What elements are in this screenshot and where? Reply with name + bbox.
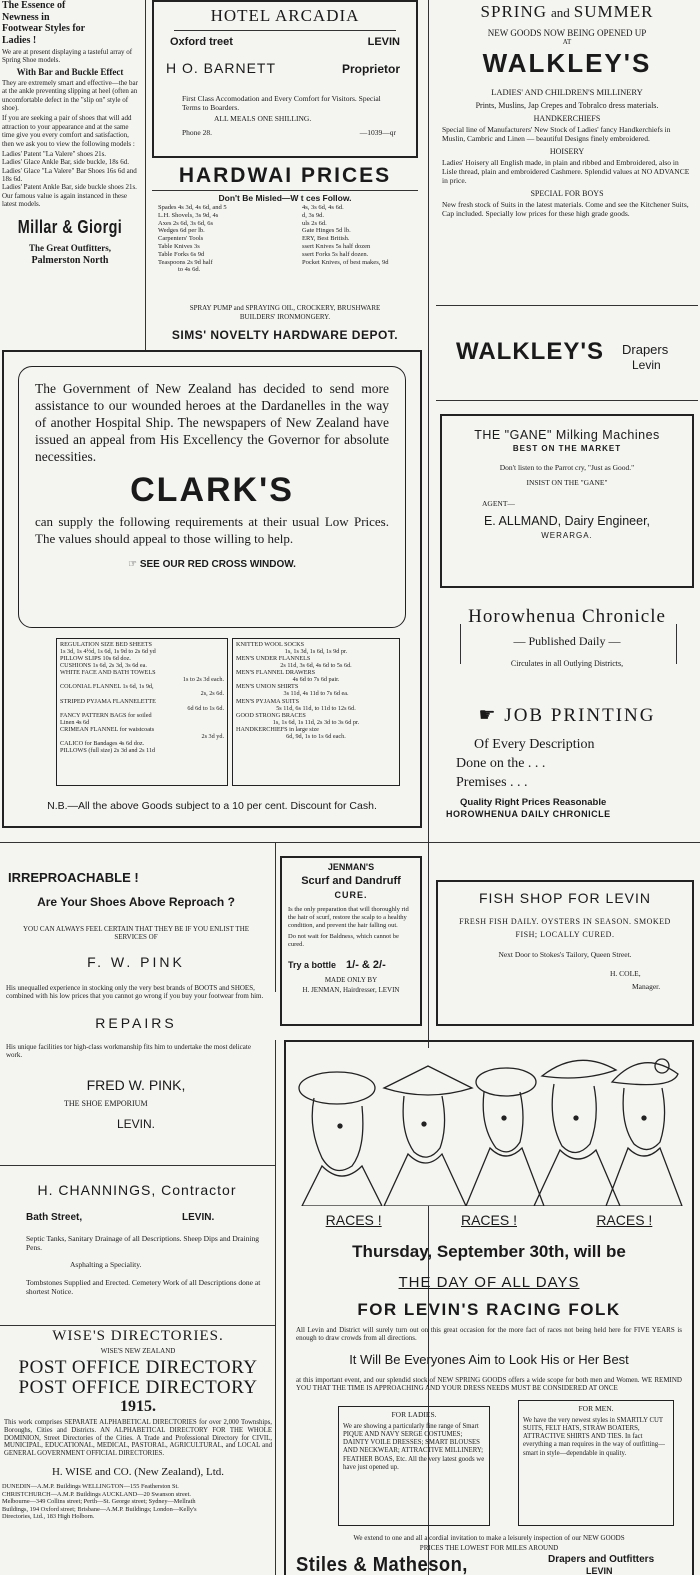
arcadia-street: Oxford treet [170,36,233,48]
clarks-item: 3s 11d, 4s 11d to 7s 6d ea. [283,690,349,698]
job-paper: HOROWHENUA DAILY CHRONICLE [446,809,611,819]
walkley-boys: New fresh stock of Suits in the latest materials. Come and see the Kitchener Suits, Cap included. Specially low prices for these high grade goods. [442,200,689,218]
clarks-appeal-frame [18,366,406,628]
gane-insist: INSIST ON THE "GANE" [526,478,608,487]
races-label: RACES ! [596,1212,653,1228]
fish-body: FRESH FISH DAILY. OYSTERS IN SEASON. SMOKED FISH; LOCALLY CURED. [459,917,671,939]
clarks-item: WHITE FACE AND BATH TOWELS [60,669,156,677]
divider [460,624,461,664]
job-qual: Quality Right Prices Reasonable [460,797,607,808]
millar-item: Ladies' Patent "La Valere" shoes 21s. [2,149,107,158]
wise-addr: CHRISTCHURCH—A.M.P. Buildings AUCKLAND—20 Swanson street. [2,1490,191,1498]
races-ladies: We are showing a particularly fine range of Smart PIQUE AND NAVY SERGE COSTUMES; DAINTY VOILE DRESSES; SMART BLOUSES AND NECKWEAR; ATTRACTIVE MILLINERY; FEATHER BOAS, Etc. All the very latest goods we have just opened up. [343,1423,485,1471]
arcadia-title: HOTEL ARCADIA [210,6,360,25]
millar-tag2: Palmerston North [31,254,109,266]
hardware-item: Table Forks 6s 9d [158,250,205,258]
job-line2: Done on the . . . [456,756,546,771]
arcadia-role: Proprietor [341,62,400,76]
hardware-item: 4s, 3s 6d, 4s 6d. [302,204,344,211]
races-men-h: FOR MEN. [578,1404,614,1413]
gane-name: E. ALLMAND, Dairy Engineer, [483,514,651,528]
walkley-name: WALKLEY'S [482,48,652,78]
races-label: RACES ! [460,1212,517,1228]
jenman-wait: Do not wait for Baldness, which cannot be cured. [288,933,399,949]
clarks-item: GOOD STRONG BRACES [236,711,306,719]
wise-firm: H. WISE and CO. (New Zealand), Ltd. [51,1466,225,1479]
clarks-ad [2,350,422,828]
clarks-item: HANDKERCHIEFS in large size [236,725,319,733]
walkley-drapers-ad [436,338,698,388]
races-folk: FOR LEVIN'S RACING FOLK [357,1300,621,1319]
jenman-title: Scurf and Dandruff [301,875,401,887]
races-men: We have the very newest styles in SMARTLY CUT SUITS, FELT HATS, STRAW BOATERS, ATTRACTIVE SHIRTS AND TIES. In fact everything a man requires in the way of outfitting—smart in style—dependable in quality. [523,1417,665,1457]
pink-q: Are Your Shoes Above Reproach ? [37,895,235,909]
chronicle-daily: — Published Daily — [513,634,621,648]
job-line1: Of Every Description [474,737,595,752]
wise-addr: Directories, Ltd., 183 High Holborn. [2,1513,95,1521]
jenman-head: JENMAN'S [327,862,375,872]
fish-shop-ad [436,880,694,1026]
hardware-item: Teaspoons 2s 9d half [158,258,213,266]
clarks-item: MEN'S FLANNEL DRAWERS [236,669,316,677]
walkley-mill: LADIES' AND CHILDREN'S MILLINERY [491,87,643,97]
fish-name: H. COLE, [610,968,641,978]
millar-item: Ladies' Patent Ankle Bar, side buckle shoes 21s. [2,183,137,192]
hardware-foot2: BUILDERS' IRONMONGERY. [239,313,331,321]
millar-title: The Essence of Newness in Footwear Styles for Ladies ! [2,0,85,46]
pink-emp: THE SHOE EMPORIUM [64,1099,148,1109]
hardware-left-list [158,204,288,274]
hardware-item: L.H. Shovels, 3s 9d, 4s [158,211,219,219]
hotel-arcadia-ad [152,0,418,158]
clarks-item: 1s 3d, 1s 4½d, 1s 6d, 1s 9d to 2s 6d yd [60,648,156,656]
gane-place: WERARGA. [541,531,593,540]
jenman-ad [280,856,422,1026]
clarks-item: 6d, 9d, 1s to 1s 6d each. [286,732,346,740]
pink-head: IRREPROACHABLE ! [8,870,139,885]
channings-title: H. CHANNINGS, Contractor [37,1182,237,1198]
pink-cert: YOU CAN ALWAYS FEEL CERTAIN THAT THEY BE IF YOU ENLIST THE SERVICES OF [22,925,250,942]
arcadia-meals: ALL MEALS ONE SHILLING. [214,114,312,123]
divider [0,1165,275,1166]
divider [0,1325,275,1326]
clarks-item: MEN'S UNDER FLANNELS [236,655,311,663]
clarks-item: 2s 11d, 3s 6d, 4s 6d to 5s 6d. [280,662,352,670]
hardware-right-list [302,204,418,266]
hardware-item: to 4s 6d. [178,266,201,274]
jenman-body: Is the only preparation that will thoroughly rid the hair of scurf, restore the scalp to a healthy condition, and prevent the hair falling out. [288,906,409,929]
millar-intro: We are at present displaying a tasteful array of Spring Shoe models. [2,48,133,65]
pointing-hand-icon: ☛ [478,705,505,726]
clarks-item: PILLOWS (full size) 2s 3d and 2s 11d [60,746,156,754]
clarks-item: CRIMEAN FLANNEL for waistcoats [60,725,155,733]
divider [174,30,396,31]
wise-year: 1915. [120,1398,156,1415]
wise-pod2: POST OFFICE DIRECTORY [18,1377,258,1398]
arcadia-town: LEVIN [367,36,400,48]
gane-parrot: Don't listen to the Parrot cry, "Just as Good." [499,463,635,472]
divider [676,624,677,664]
hardware-item: Axes 2s 6d, 3s 6d, 6s [158,219,214,227]
races-tag: Drapers and Outfitters [548,1554,655,1565]
hardware-title: HARDWAI PRICES [178,164,392,187]
walkley-at: AT [562,38,572,46]
divider [436,305,698,306]
fish-addr: Next Door to Stokes's Tailory, Queen Street. [498,949,632,959]
races-invite: We extend to one and all a cordial invitation to make a leisurely inspection of our NEW GOODS [353,1534,625,1542]
clarks-item: REGULATION SIZE BED SHEETS [60,641,152,648]
clarks-item: 4s 6d to 7s 6d pair. [292,676,340,684]
hardware-item: Table Knives 3s [158,242,200,250]
clarks-item: 1s to 2s 3d each. [182,676,224,684]
hardware-ad [152,164,418,350]
clarks-item: 2s, 2s 6d. [200,690,224,698]
walkley-head2: SUMMER [573,2,654,21]
races-row [286,1212,692,1228]
job-line3: Premises . . . [456,775,528,790]
races-firm: Stiles & Matheson, [296,1554,468,1575]
hardware-item: ssert Knives 5s half dozen [302,242,371,250]
hardware-item: d, 3s 9d. [302,211,325,219]
arcadia-ref: —1039—qr [359,128,396,137]
divider [0,842,700,843]
pink-repairs: REPAIRS [95,1014,177,1031]
races-aim: It Will Be Everyones Aim to Look His or Her Best [349,1352,629,1367]
arcadia-owner: H O. BARNETT [166,60,277,76]
clarks-item: PILLOW SLIPS 10s 6d doz. [60,655,131,663]
jenman-try: Try a bottle [288,959,337,970]
pink-town: LEVIN. [116,1116,155,1131]
clarks-para: The Government of New Zealand has decided to send more assistance to our wounded heroes at the Dardanelles in the way of another Hospital Ship. The newspapers of New Zealand have issued an appeal from His Excellency the Governor for absolute necessities. [35,381,389,464]
hardware-item: Pocket Knives, of best makes, 9d [302,258,389,266]
clarks-item: COLONIAL FLANNEL 1s 6d, 1s 9d, [60,683,154,691]
pink-ad [2,870,270,1150]
millar-p2: If you are seeking a pair of shoes that will add attraction to your appearance and at the same time give you every comfort and satisfaction, then we ask you to view the following models : [2,114,135,148]
column-rule [275,1040,276,1575]
clarks-name: CLARK'S [130,471,294,510]
walkley-prints: Prints, Muslins, Jap Crepes and Tobralco dress materials. [475,101,659,110]
races-date: Thursday, September 30th, will be [352,1242,626,1261]
walkley2-name: WALKLEY'S [456,338,605,365]
fish-title: FISH SHOP FOR LEVIN [479,890,651,906]
millar-giorgi-ad [2,0,138,350]
hardware-item: Carpenters' Tools [158,235,204,243]
channings-l2: Asphalting a Speciality. [70,1260,142,1269]
clarks-item: MEN'S PYJAMA SUITS [236,697,300,705]
clarks-item: Linen 4s 6d [60,718,90,726]
job-printing-ad [436,700,698,828]
hardware-item: Wedges 6d per lb. [158,227,205,235]
pointing-hand-icon: ☞ [128,558,140,570]
wise-title: WISE'S DIRECTORIES. [52,1328,224,1344]
clarks-item: MEN'S UNION SHIRTS [236,683,299,691]
jenman-made: MADE ONLY BY [324,975,378,984]
hardware-item: ERY, Best British. [302,235,350,243]
hardware-item: Spades 4s 3d, 4s 6d, and 5 [158,204,227,211]
clarks-nb: N.B.—All the above Goods subject to a 10 per cent. Discount for Cash. [47,800,377,812]
pink-fac: His unique facilities tor high-class workmanship fits him to undertake the most delicate work. [6,1042,251,1059]
clarks-item: CALICO for Bandages 4s 6d doz. [60,739,145,747]
channings-street: Bath Street, [26,1212,83,1223]
clarks-item: FANCY PATTERN BAGS for soiled [60,711,152,719]
races-ladies-box [338,1406,490,1526]
millar-item: Ladies' Glace Ankle Bar, side buckle, 18s 6d. [2,158,129,167]
divider [152,190,418,191]
clarks-item: CUSHIONS 1s 6d, 2s 3d, 3s 6d ea. [60,662,147,670]
fish-role: Manager. [632,981,661,991]
chronicle-ad [436,598,698,694]
job-title-text: JOB PRINTING [504,705,656,726]
jenman-maker: H. JENMAN, Hairdresser, LEVIN [302,985,400,994]
hardware-depot: SIMS' NOVELTY HARDWARE DEPOT. [171,328,399,342]
millar-p1: They are extremely smart and effective—the bar at the ankle preventing slipping at heel (often an uncomfortable defect in the "slip on" style of shoe). [2,78,138,112]
walkley-hos: Ladies' Hoisery all English made, in plain and ribbed and Embroidered, also in Lisle thread, plain and embroidered Cashmere. Splendid values at NO ADVANCE in price. [442,158,690,185]
races-day: THE DAY OF ALL DAYS [398,1274,580,1291]
arcadia-phone: Phone 28. [182,128,212,137]
column-rule [275,842,276,992]
races-p1: All Levin and District will surely turn out on this great occasion for the more fact of races not being held here for FIVE YEARS is enough to draw crowds from all directions. [296,1326,682,1343]
gane-ad [440,414,694,588]
walkley-h-hos: HOISERY [549,147,585,156]
clarks-item: KNITTED WOOL SOCKS [236,641,305,648]
stiles-matheson-ad [284,1040,694,1575]
gane-best: BEST ON THE MARKET [512,444,622,453]
jenman-cure: CURE. [334,890,368,900]
clarks-left-list [56,638,228,786]
hardware-item: ssert Forks 5s half dozen. [302,250,369,258]
millar-firm: Millar & Giorgi [17,216,123,237]
walkley2-levin: Levin [632,358,661,372]
clarks-window-label: SEE OUR RED CROSS WINDOW. [139,558,296,570]
walkley-spring-ad [436,0,698,300]
jenman-price: 1/- & 2/- [346,958,386,971]
races-prices: PRICES THE LOWEST FOR MILES AROUND [419,1544,559,1552]
clarks-right-list [232,638,400,786]
wise-pod1: POST OFFICE DIRECTORY [18,1357,258,1378]
wise-addr: DUNEDIN—A.M.P. Buildings WELLINGTON—155 Featherston St. [2,1483,179,1491]
wise-addr: Buildings, 194 Oxford street; Brisbane—A.M.P. Buildings; London—Kelly's [2,1505,197,1513]
pink-name: F. W. PINK [87,953,185,970]
walkley2-drapers: Drapers [622,342,669,357]
clarks-item: 6d 6d to 1s 6d. [187,704,224,712]
column-rule [145,0,146,350]
clarks-item: STRIPED PYJAMA FLANNELETTE [60,697,156,705]
channings-l3: Tombstones Supplied and Erected. Cemetery Work of all Descriptions done at shortest Notice. [26,1278,261,1296]
millar-item: Ladies' Glace "La Valere" Bar Shoes 16s 6d and 18s 6d. [2,166,137,184]
races-ladies-h: FOR LADIES. [391,1410,437,1419]
walkley-head1: SPRING [480,2,547,21]
races-men-box [518,1400,674,1526]
clarks-item: 1s, 1s 6d, 1s 11d, 2s 3d to 3s 6d pr. [272,718,360,726]
pink-full: FRED W. PINK, [86,1077,186,1094]
hardware-foot1: SPRAY PUMP and SPRAYING OIL, CROCKERY, BRUSHWARE [189,304,381,312]
gane-title: THE "GANE" Milking Machines [474,428,660,442]
walkley-h-boys: SPECIAL FOR BOYS [530,189,604,198]
divider [436,400,698,401]
clarks-item: 1s, 1s 3d, 1s 6d, 1s 9d pr. [284,648,348,656]
walkley-hand: Special line of Manufacturers' New Stock of Ladies' fancy Handkerchiefs in Muslin, Cambric and Linen — beautiful Designs finely embroidered. [442,125,671,143]
races-label: RACES ! [325,1212,382,1228]
wise-directories-ad [2,1328,274,1573]
ladies-hats-illustration [292,1048,688,1206]
chronicle-title: Horowhenua Chronicle [468,606,666,627]
wise-body: This work comprises SEPARATE ALPHABETICAL DIRECTORIES for over 2,000 Townships, Boroughs, Cities and Districts. AN ALPHABETICAL DIRECTORY FOR THE WHOLE DOMINION, Street Directories of the Cities. A Trade and Professional Directory for CIVIL, MUNICIPAL, EDUCATIONAL, MEDICAL, PASTORAL, AGRICULTURAL, and LOCAL and GENERAL GOVERNMENT OFFICIAL DIRECTORIES. [4,1419,272,1458]
channings-ad [2,1182,272,1322]
walkley-and: and [551,5,570,20]
gane-agent: AGENT— [482,499,515,508]
wise-addr: Melbourne—349 Collins street; Perth—St. George street; Sydney—Mellrath [2,1498,196,1506]
races-town: LEVIN [586,1566,613,1575]
pink-exp: His unequalled experience in stocking only the very best brands of BOOTS and SHOES, combined with his low prices that you cannot go wrong if you buy your footwear from him. [6,983,264,1001]
clarks-window [19,559,405,570]
channings-l1: Septic Tanks, Sanitary Drainage of all Descriptions. Sheep Dips and Draining Pens. [26,1234,260,1252]
clarks-item: 2s 3d yd. [201,732,224,740]
races-p2: at this important event, and our splendid stock of NEW SPRING GOODS offers a wide scope for both men and Women. WE REMIND YOU THAT THE TIME IS APPROACHING AND YOUR DRESS NEEDS MUST BE CONSIDERED AT ONCE [296,1376,682,1393]
millar-subhead: With Bar and Buckle Effect [16,66,124,77]
millar-tag1: The Great Outfitters, [28,242,112,253]
walkley-h-hand: HANDKERCHIEFS [533,114,601,123]
clarks-item: 5s 11d, 6s 11d, to 11d to 12s 6d. [276,704,356,712]
arcadia-desc: First Class Accomodation and Every Comfort for Visitors. Special Terms to Boarders. [182,94,381,112]
chronicle-circ: Circulates in all Outlying Districts, [510,659,624,668]
hardware-sub: Don't Be Misled—W t ces Follow. [218,193,352,203]
walkley-new: NEW GOODS NOW BEING OPENED UP [487,28,647,38]
millar-item: Our famous value is again instanced in these latest models. [2,191,127,209]
hardware-item: Gate Hinges 5d lb. [302,227,351,235]
hardware-item: uls 2s 6d. [302,219,327,227]
job-title [436,704,698,727]
channings-town: LEVIN. [182,1212,215,1223]
clarks-supply: can supply the following requirements at their usual Low Prices. The values should appeal to those willing to help. [35,514,389,546]
wise-nz: WISE'S NEW ZEALAND [100,1347,176,1355]
